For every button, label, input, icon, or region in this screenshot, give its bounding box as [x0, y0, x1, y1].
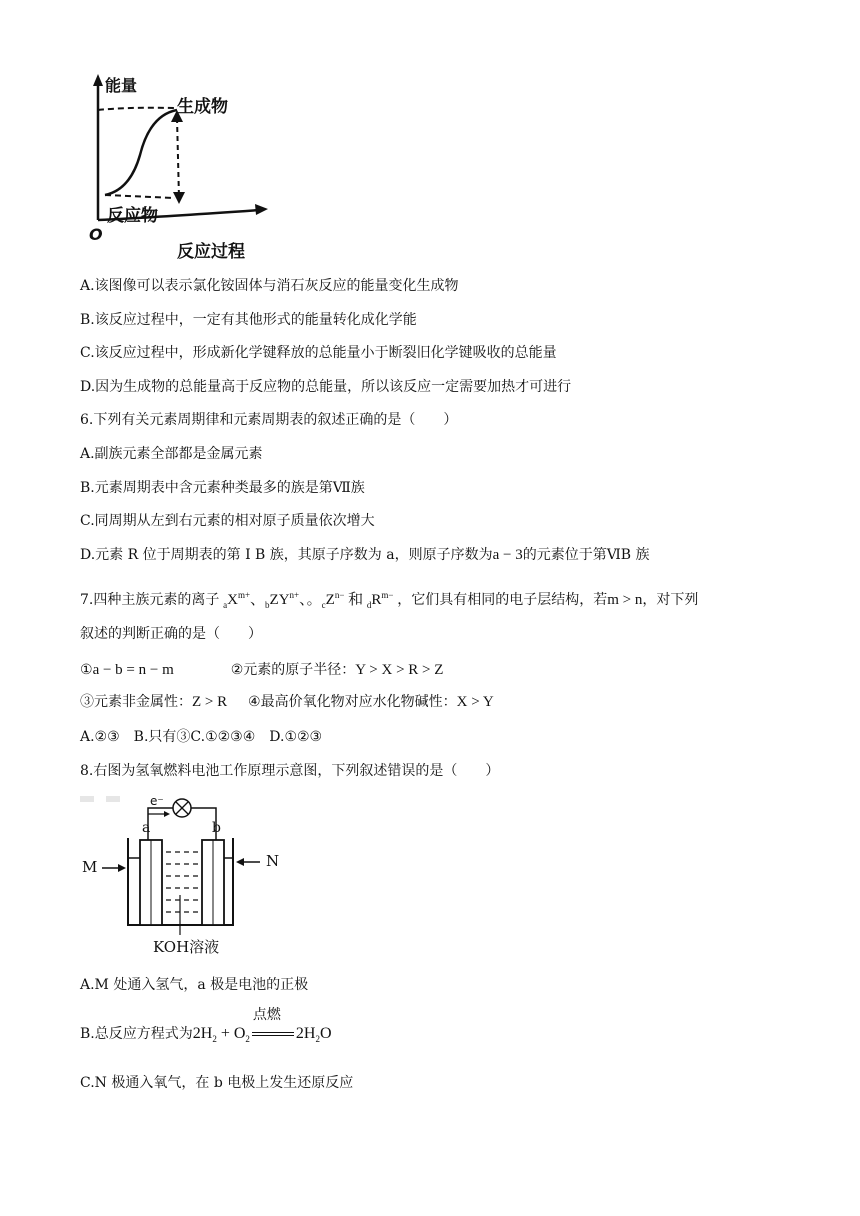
- q6-option-c: C.同周期从左到右元素的相对原子质量依次增大: [80, 513, 375, 529]
- q7-statements-3-4: [80, 693, 494, 711]
- q6-option-d: [80, 546, 650, 564]
- q7-stem-mid: ，它们具有相同的电子层结构，若: [397, 592, 608, 608]
- q7-s3-label: ③元素非金属性：: [80, 694, 192, 710]
- q7-s3-math: Z > R: [192, 694, 228, 710]
- q7-stem-post: ，对下列: [642, 592, 699, 608]
- product-label: 生成物: [177, 97, 228, 117]
- inlet-m-label: M: [82, 858, 98, 876]
- q8-equation: $2H_2 + O_2$: [192, 1025, 250, 1045]
- q6-d-text: D.元素 R 位于周期表的第 Ⅰ B 族，其原子序数为 a，则原子序数为: [80, 547, 493, 563]
- q5-option-b: B.该反应过程中，一定有其他形式的能量转化成化学能: [80, 312, 417, 328]
- q8-b-text: B.总反应方程式为: [80, 1026, 193, 1042]
- q7-stem-line2: 叙述的判断正确的是（ ）: [80, 626, 262, 642]
- q5-option-d: D.因为生成物的总能量高于反应物的总能量，所以该反应一定需要加热才可进行: [80, 379, 572, 395]
- q7-statements-1-2: [80, 661, 443, 679]
- q7-stem-pre: 7.四种主族元素的离子: [80, 592, 220, 608]
- reactant-label: 反应物: [107, 206, 158, 226]
- y-axis-label: 能量: [105, 76, 138, 95]
- q8-condition: 点燃: [252, 1007, 281, 1023]
- q6-option-a: A.副族元素全部都是金属元素: [80, 446, 263, 462]
- q8-equation-product: $2H_2O$: [295, 1025, 332, 1045]
- q7-options: A.②③ B.只有③C.①②③④ D.①②③: [80, 729, 323, 745]
- q8-option-c: C.N 极通入氧气，在 b 电极上发生还原反应: [80, 1075, 354, 1091]
- q7-s4-label: ④最高价氧化物对应水化物碱性：: [248, 694, 457, 710]
- q8-reaction-arrow: [250, 1007, 296, 1042]
- fuel-cell-diagram: [78, 790, 290, 960]
- q7-ions: $_aX^{m+}$、$_bZY^{n+}$、。$_cZ^{n-}$ 和 $_dR^{m-}$: [223, 590, 394, 610]
- electrolyte-label: KOH溶液: [153, 938, 220, 956]
- electron-label: e⁻: [150, 794, 164, 808]
- q8-stem: 8.右图为氢氧燃料电池工作原理示意图，下列叙述错误的是（ ）: [80, 763, 500, 779]
- inlet-n-label: N: [266, 852, 280, 870]
- q7-s2-label: ②元素的原子半径：: [230, 662, 356, 678]
- q7-s1-label: ①: [80, 662, 93, 678]
- q7-stem: [80, 586, 698, 614]
- q6-stem: 6.下列有关元素周期律和元素周期表的叙述正确的是（ ）: [80, 412, 458, 428]
- q7-condition: m > n: [607, 592, 643, 608]
- q7-s4-math: X > Y: [456, 694, 494, 710]
- q6-option-b: B.元素周期表中含元素种类最多的族是第Ⅶ族: [80, 480, 365, 496]
- electrode-b-label: b: [212, 820, 221, 836]
- q8-option-b: [80, 1007, 332, 1048]
- q7-s2-math: Y > X > R > Z: [355, 662, 444, 678]
- q8-option-a: A.M 处通入氢气，a 极是电池的正极: [80, 977, 309, 993]
- q5-option-c: C.该反应过程中，形成新化学键释放的总能量小于断裂旧化学键吸收的总能量: [80, 345, 557, 361]
- q6-d-math: a − 3: [492, 547, 523, 563]
- q7-s1-math: a − b = n − m: [92, 662, 174, 678]
- electrode-a-label: a: [142, 820, 151, 836]
- q5-option-a: A.该图像可以表示氯化铵固体与消石灰反应的能量变化生成物: [80, 278, 459, 294]
- x-axis-label: 反应过程: [177, 242, 245, 262]
- origin-label: O: [89, 225, 103, 244]
- energy-diagram: [85, 70, 275, 265]
- q6-d-post: 的元素位于第ⅥB 族: [522, 547, 650, 563]
